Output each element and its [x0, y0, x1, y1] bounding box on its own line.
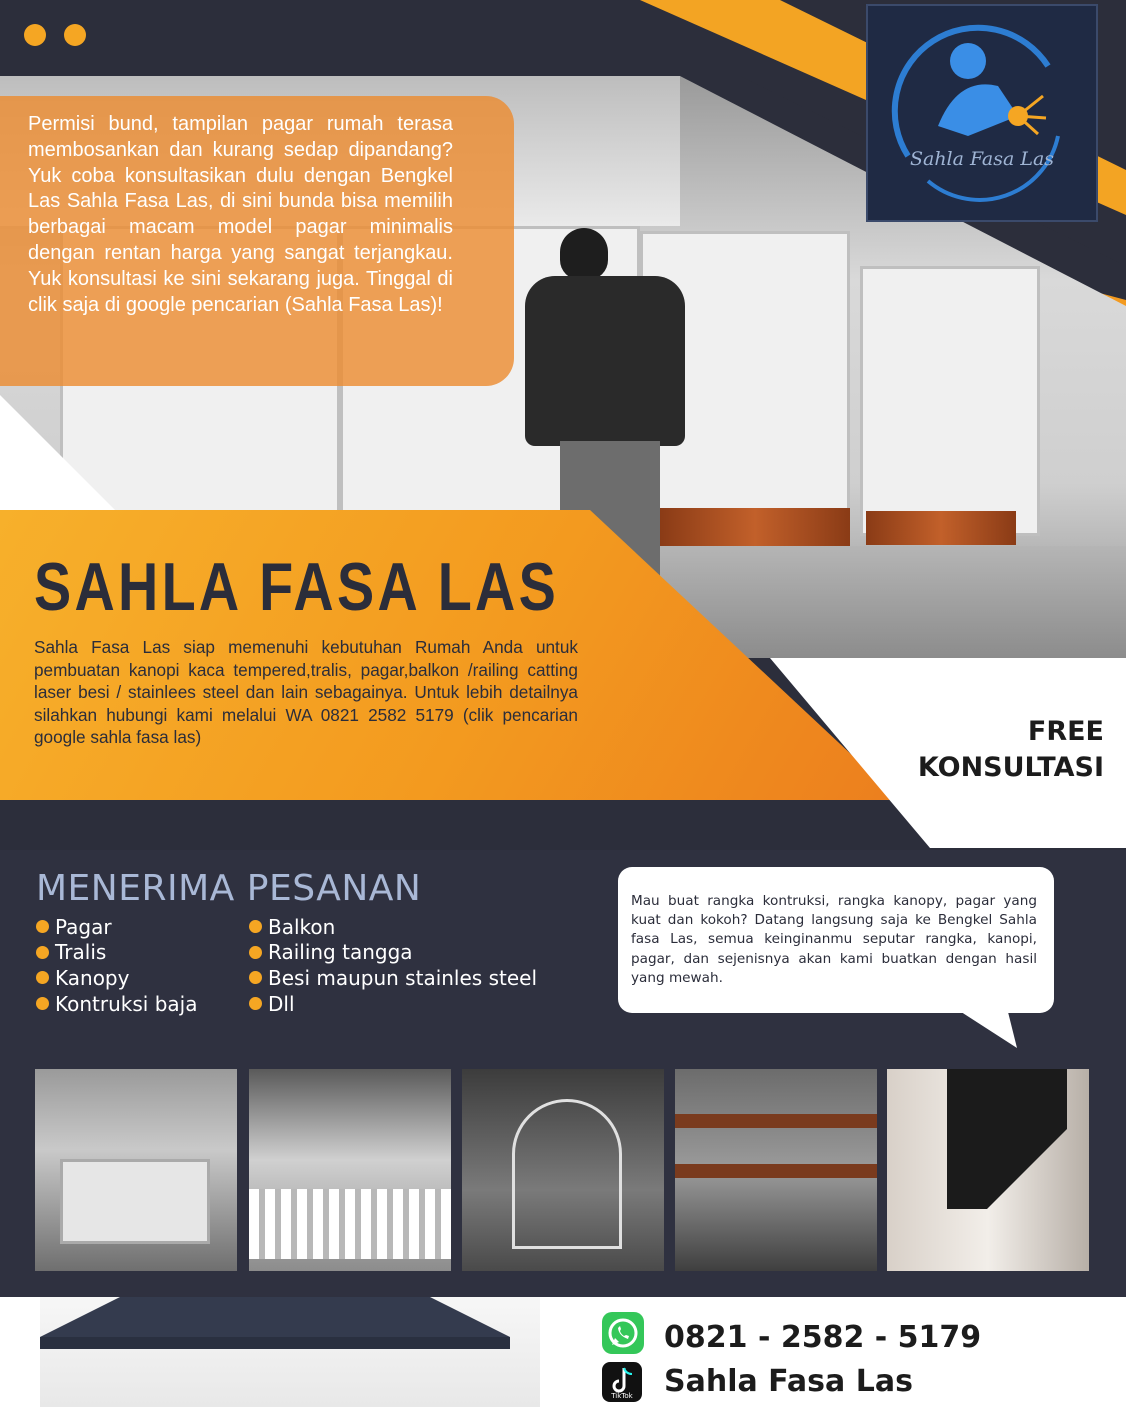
gallery-photo-kanopi — [249, 1069, 451, 1271]
bullet-icon — [249, 971, 262, 984]
tiktok-icon[interactable] — [602, 1362, 642, 1402]
bullet-icon — [249, 946, 262, 959]
contact-phone[interactable]: 0821 - 2582 - 5179 — [664, 1320, 982, 1355]
gallery-fence — [249, 1189, 451, 1259]
whatsapp-glyph-icon — [602, 1312, 644, 1354]
bullet-icon — [36, 920, 49, 933]
service-item: Pagar — [36, 914, 197, 940]
gallery-gate — [60, 1159, 210, 1244]
service-item: Balkon — [249, 914, 537, 940]
decor-dot — [24, 24, 46, 46]
free-consult-label — [860, 714, 1104, 786]
gate-panel — [860, 266, 1040, 536]
whatsapp-icon[interactable] — [602, 1312, 644, 1354]
service-item: Tralis — [36, 940, 197, 966]
wood-strip — [660, 508, 850, 546]
gallery-gazebo — [512, 1099, 622, 1249]
tiktok-icon-label: TikTok — [611, 1392, 633, 1400]
contact-tiktok[interactable]: Sahla Fasa Las — [664, 1364, 913, 1399]
bullet-icon — [249, 920, 262, 933]
service-item: Kanopy — [36, 965, 197, 991]
service-item: Railing tangga — [249, 940, 537, 966]
contact-beam — [40, 1337, 510, 1349]
person-head — [560, 228, 608, 280]
logo-label: Sahla Fasa Las — [909, 148, 1055, 170]
service-item: Kontruksi baja — [36, 991, 197, 1017]
services-list-left — [36, 914, 197, 1016]
wood-strip — [866, 511, 1016, 545]
contact-photo — [0, 1297, 560, 1407]
gallery-railing — [947, 1069, 1067, 1209]
free-label-line2: KONSULTASI — [917, 752, 1104, 783]
bullet-icon — [36, 997, 49, 1010]
services-title: MENERIMA PESANAN — [36, 868, 422, 909]
bullet-icon — [36, 971, 49, 984]
gallery-beam — [675, 1164, 877, 1178]
gallery-photo-railing — [887, 1069, 1089, 1271]
service-item: Dll — [249, 991, 537, 1017]
welder-logo-icon — [868, 6, 1096, 220]
brand-logo — [866, 4, 1098, 222]
brand-description: Sahla Fasa Las siap memenuhi kebutuhan Rumah Anda untuk pembuatan kanopi kaca tempered,tralis, pagar,balkon /railing catting laser besi / stainlees steel dan lain sebagainya. Untuk lebih detailnya silahkan hubungi kami melalui WA 0821 2582 5179 (clik pencarian google sahla fasa las) — [34, 637, 578, 747]
brand-title: SAHLA FASA LAS — [34, 549, 560, 625]
intro-text: Permisi bund, tampilan pagar rumah terasa membosankan dan kurang sedap dipandang? Yuk coba konsultasikan dulu dengan Bengkel Las Sahla Fasa Las, di sini bunda bisa memilih berbagai macam model pagar minimalis dengan rentan harga yang sangat terjangkau. Yuk konsultasi ke sini sekarang juga. Tinggal di clik saja di google pencarian (Sahla Fasa Las)! — [28, 113, 453, 316]
gallery-photo-rangka — [675, 1069, 877, 1271]
contact-roof — [40, 1297, 510, 1337]
person-body — [525, 276, 685, 446]
gallery-beam — [675, 1114, 877, 1128]
decor-dot — [64, 24, 86, 46]
bullet-icon — [249, 997, 262, 1010]
free-label-line1: FREE — [1027, 716, 1104, 747]
gallery-photo-gazebo — [462, 1069, 664, 1271]
bullet-icon — [36, 946, 49, 959]
service-item: Besi maupun stainles steel — [249, 965, 537, 991]
services-list-right — [249, 914, 537, 1016]
speech-bubble-text: Mau buat rangka kontruksi, rangka kanopy, pagar yang kuat dan kokoh? Datang langsung saja ke Bengkel Sahla fasa Las, semua keinginanmu seputar rangka, kanopi, pagar, dan sejenisnya akan kami buatkan dengan hasil yang mewah. — [631, 893, 1037, 986]
gallery-photo-pagar — [35, 1069, 237, 1271]
